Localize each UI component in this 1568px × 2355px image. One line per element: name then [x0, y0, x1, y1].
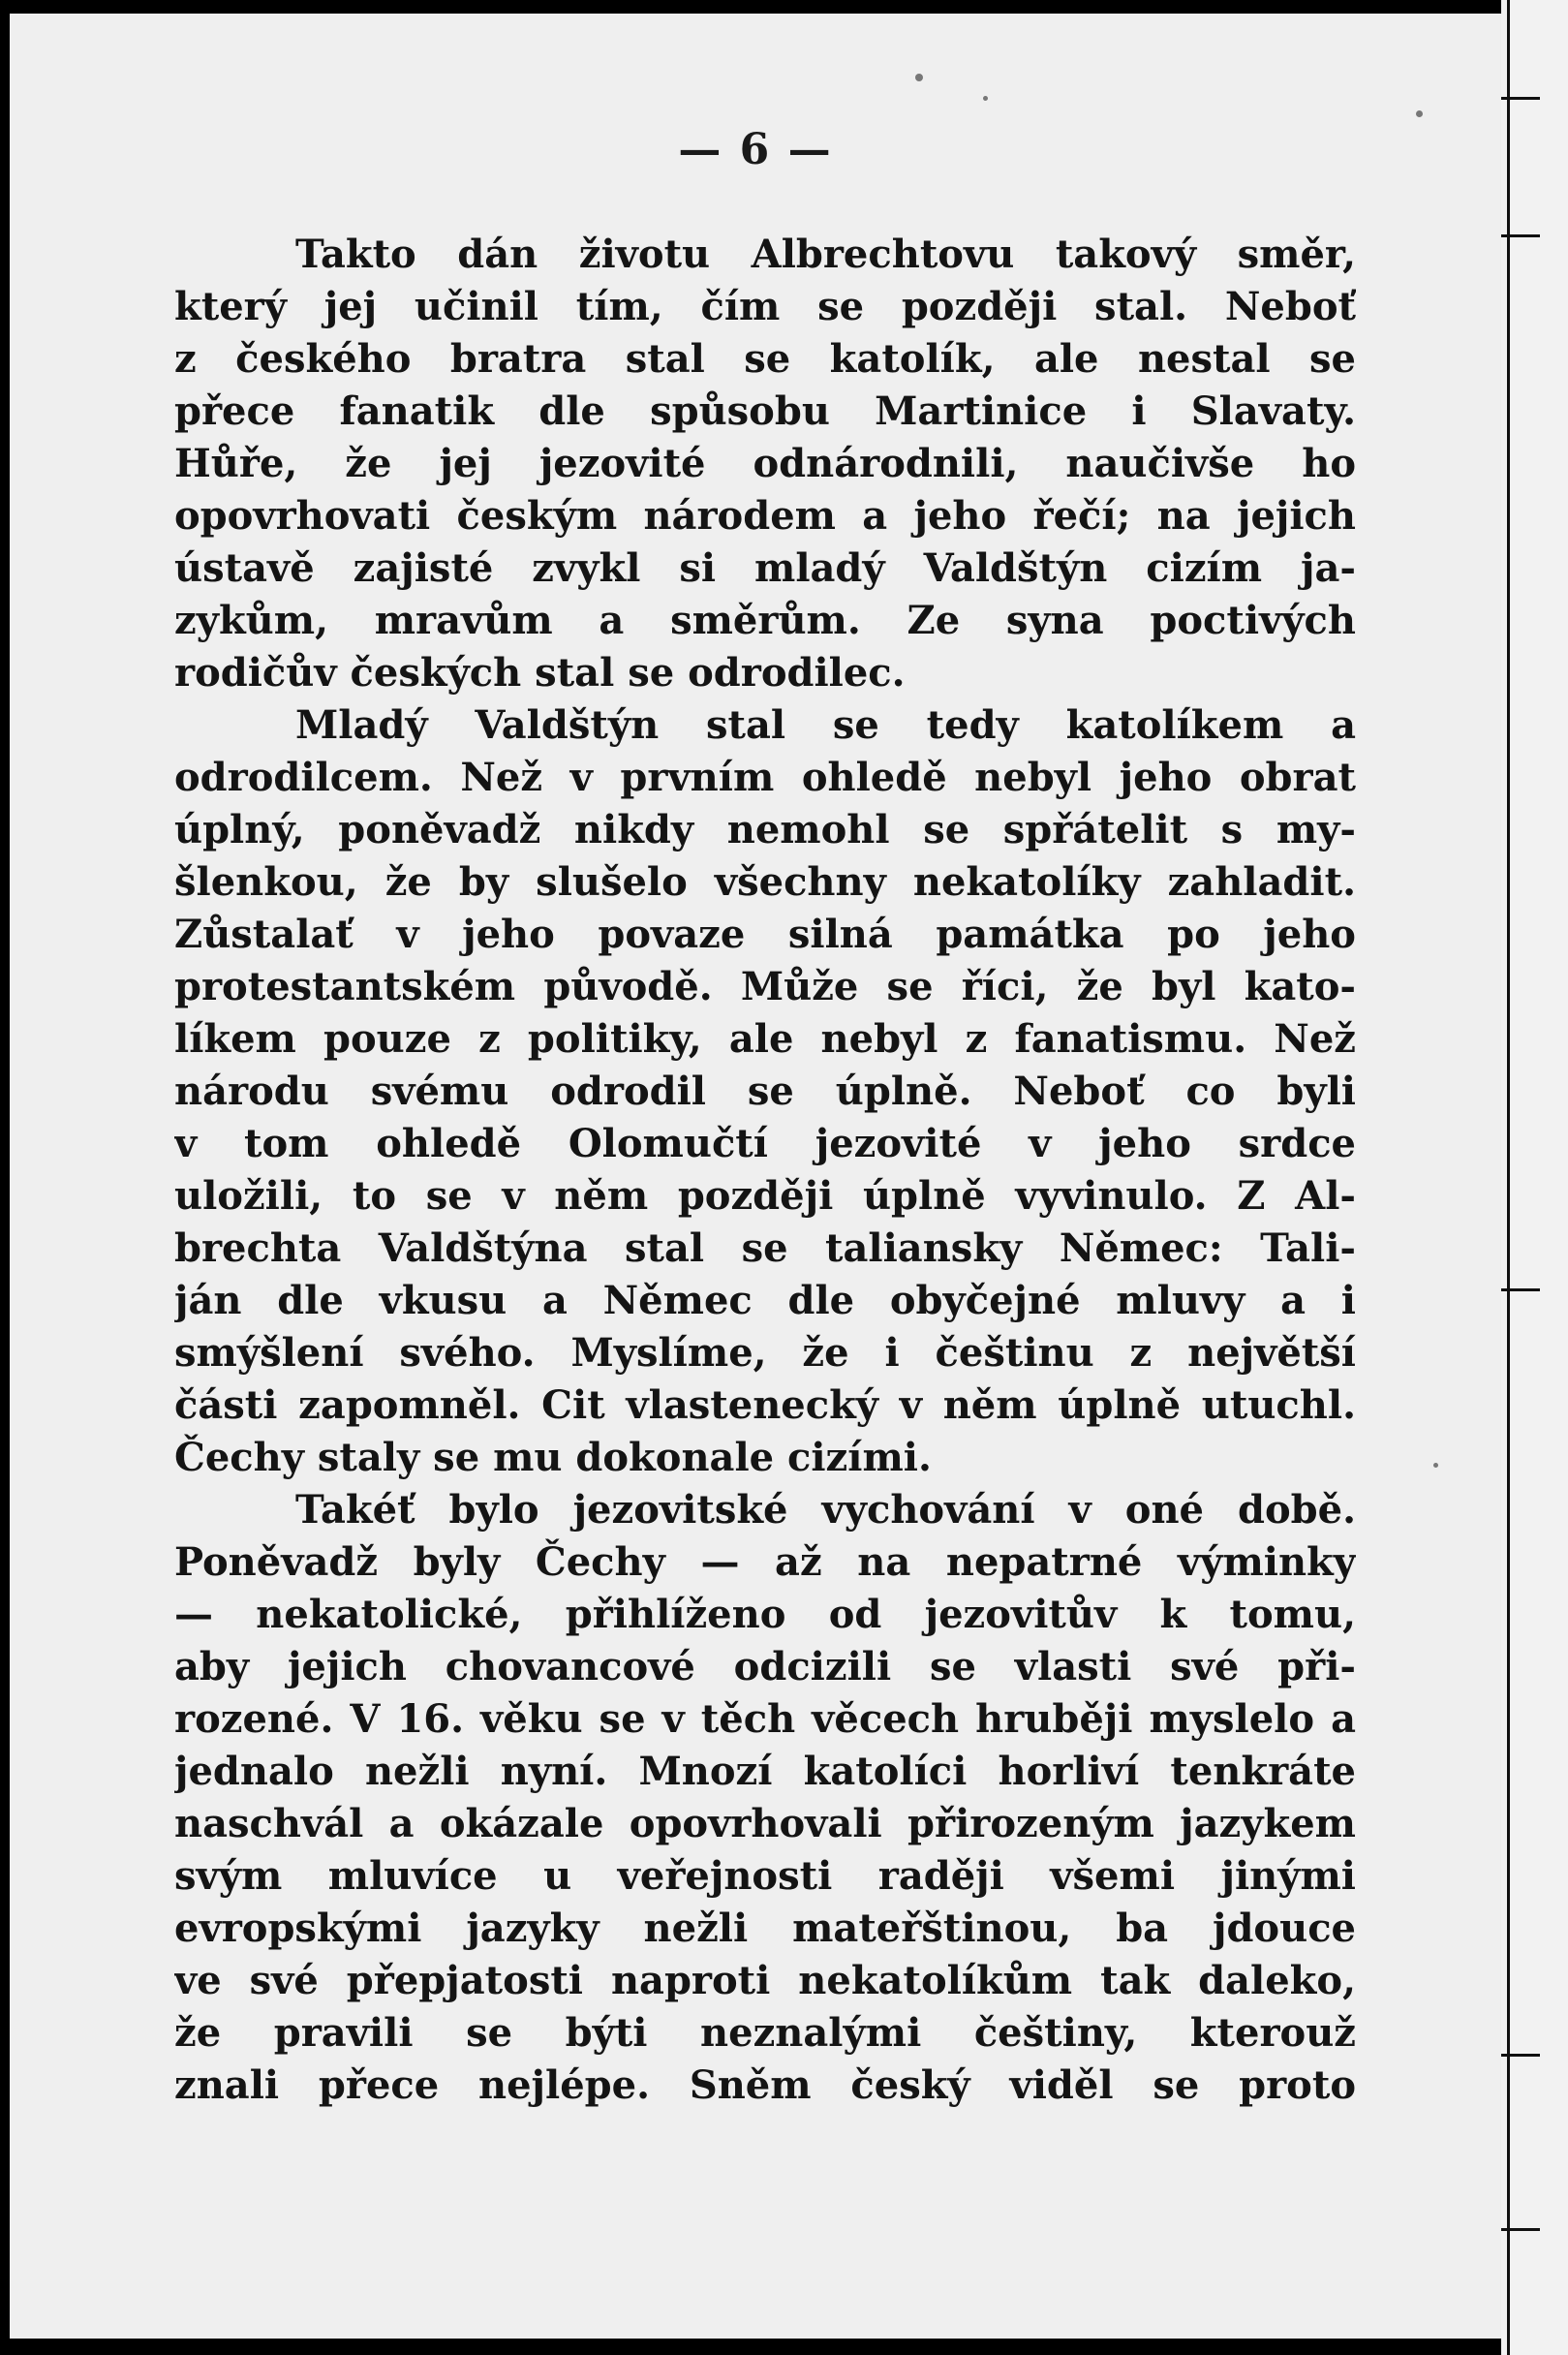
- edge-rule: [1507, 0, 1510, 2355]
- text-line: přece fanatik dle spůsobu Martinice i Slavaty.: [174, 388, 1356, 434]
- text-line: ján dle vkusu a Němec dle obyčejné mluvy a i: [174, 1278, 1356, 1323]
- text-line: šlenkou, že by slušelo všechny nekatolíky zahladit.: [174, 859, 1356, 905]
- text-line: Takéť bylo jezovitské vychování v oné době.: [295, 1487, 1356, 1533]
- text-line: rozené. V 16. věku se v těch věcech hruběji myslelo a: [174, 1696, 1356, 1742]
- body-text: [174, 229, 1356, 2112]
- text-line: úplný, poněvadž nikdy nemohl se spřátelit s my-: [174, 807, 1356, 852]
- text-line: zykům, mravům a směrům. Ze syna poctivých: [174, 598, 1356, 643]
- text-line: uložili, to se v něm později úplně vyvinulo. Z Al-: [174, 1173, 1356, 1219]
- text-line: Mladý Valdštýn stal se tedy katolíkem a: [295, 702, 1356, 748]
- paper-speck: [983, 96, 988, 101]
- text-line: části zapomněl. Cit vlastenecký v něm úplně utuchl.: [174, 1382, 1356, 1428]
- text-line: evropskými jazyky nežli mateřštinou, ba jdouce: [174, 1906, 1356, 1951]
- text-line: národu svému odrodil se úplně. Neboť co byli: [174, 1069, 1356, 1114]
- book-page: [10, 14, 1507, 2339]
- text-line: ústavě zajisté zvykl si mladý Valdštýn cizím ja-: [174, 545, 1356, 591]
- text-line: v tom ohledě Olomučtí jezovité v jeho srdce: [174, 1121, 1356, 1166]
- text-line: Čechy staly se mu dokonale cizími.: [174, 1435, 932, 1480]
- text-line: který jej učinil tím, čím se později stal. Neboť: [174, 284, 1356, 329]
- text-line: aby jejich chovancové odcizili se vlasti své při-: [174, 1644, 1356, 1689]
- text-line: Hůře, že jej jezovité odnárodnili, naučivše ho: [174, 441, 1356, 486]
- text-line: odrodilcem. Než v prvním ohledě nebyl jeho obrat: [174, 755, 1356, 800]
- paper-speck: [915, 74, 923, 81]
- text-line: rodičův českých stal se odrodilec.: [174, 650, 906, 696]
- text-line: naschvál a okázale opovrhovali přirozeným jazykem: [174, 1801, 1356, 1846]
- text-line: opovrhovati českým národem a jeho řečí; na jejich: [174, 493, 1356, 539]
- text-line: že pravili se býti neznalými češtiny, kterouž: [174, 2010, 1356, 2056]
- text-line: líkem pouze z politiky, ale nebyl z fanatismu. Než: [174, 1016, 1356, 1062]
- text-line: znali přece nejlépe. Sněm český viděl se proto: [174, 2062, 1356, 2108]
- text-line: Poněvadž byly Čechy — až na nepatrné výminky: [174, 1539, 1356, 1585]
- text-line: svým mluvíce u veřejnosti raději všemi jinými: [174, 1853, 1356, 1899]
- text-line: Takto dán životu Albrechtovu takový směr,: [295, 232, 1356, 277]
- text-line: brechta Valdštýna stal se taliansky Němec: Tali-: [174, 1225, 1356, 1271]
- adjacent-page-edge: [1501, 0, 1568, 2355]
- text-line: Zůstalať v jeho povaze silná památka po jeho: [174, 912, 1356, 957]
- page-number: — 6 —: [678, 125, 833, 174]
- text-line: protestantském původě. Může se říci, že byl kato-: [174, 964, 1356, 1009]
- text-line: smýšlení svého. Myslíme, že i češtinu z největší: [174, 1330, 1356, 1376]
- text-line: — nekatolické, přihlíženo od jezovitův k tomu,: [174, 1592, 1356, 1637]
- edge-tick: [1501, 234, 1540, 237]
- text-line: z českého bratra stal se katolík, ale nestal se: [174, 336, 1356, 382]
- text-line: jednalo nežli nyní. Mnozí katolíci horliví tenkráte: [174, 1749, 1356, 1794]
- edge-tick: [1501, 97, 1540, 100]
- text-line: ve své přepjatosti naproti nekatolíkům tak daleko,: [174, 1958, 1356, 2003]
- paper-speck: [1416, 110, 1423, 117]
- paper-speck: [1433, 1463, 1438, 1468]
- edge-tick: [1501, 2054, 1540, 2057]
- edge-tick: [1501, 2228, 1540, 2231]
- edge-tick: [1501, 1288, 1540, 1291]
